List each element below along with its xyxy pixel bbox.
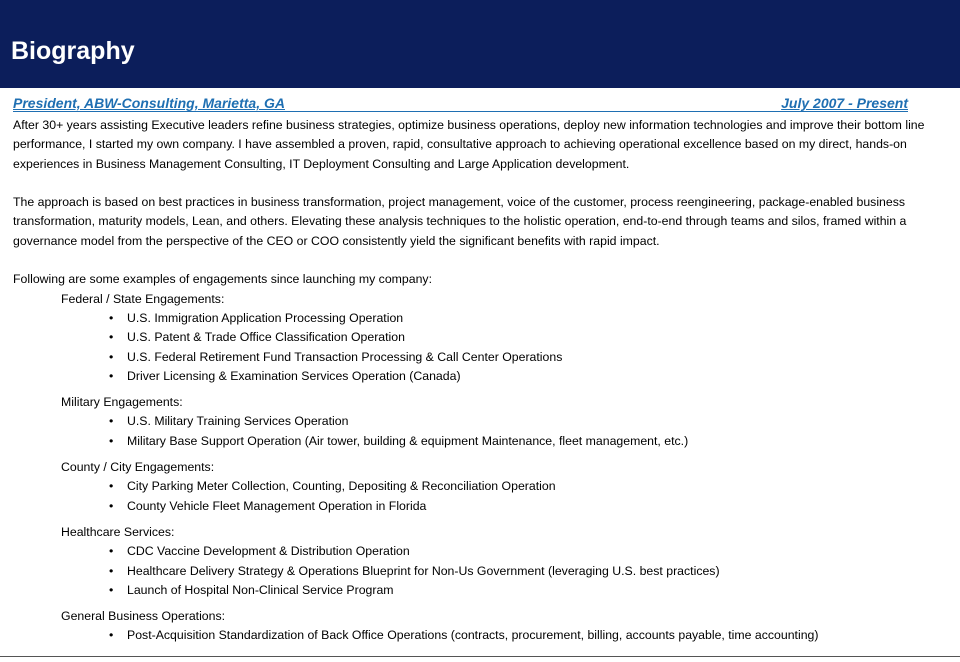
bullet-icon: • (109, 368, 114, 383)
list-item: • U.S. Federal Retirement Fund Transaction Processing & Call Center Operations (13, 348, 948, 367)
bullet-icon: • (109, 330, 114, 345)
bullet-icon: • (109, 310, 114, 325)
engagement-group-healthcare (13, 523, 948, 600)
engagement-group-county-city (13, 458, 948, 516)
bullet-icon: • (109, 563, 114, 578)
bullet-icon: • (109, 544, 114, 559)
bullet-icon: • (109, 498, 114, 513)
bullet-icon: • (109, 433, 114, 448)
group-title: Military Engagements: (61, 395, 183, 410)
bullet-list (13, 412, 948, 451)
list-item: • U.S. Patent & Trade Office Classification Operation (13, 328, 948, 347)
title-banner (0, 0, 960, 88)
bottom-divider (0, 656, 960, 657)
list-item: • City Parking Meter Collection, Counting, Depositing & Reconciliation Operation (13, 477, 948, 496)
list-item: • U.S. Military Training Services Operation (13, 412, 948, 431)
engagement-group-federal-state (13, 290, 948, 386)
group-title: Federal / State Engagements: (61, 291, 225, 306)
bullet-icon: • (109, 479, 114, 494)
list-item: • CDC Vaccine Development & Distribution Operation (13, 542, 948, 561)
bullet-icon: • (109, 414, 114, 429)
bullet-list (13, 626, 948, 645)
bullet-icon: • (109, 349, 114, 364)
group-title: County / City Engagements: (61, 460, 215, 475)
intro-paragraph: After 30+ years assisting Executive leaders refine business strategies, optimize business operations, deploy new information technologies and improve their bottom line performance, I started my own company. I have assembled a proven, rapid, consultative approach to achieving operational excellence based on my direct, hands-on experiences in Business Management Consulting, IT Deployment Consulting and Large Application development. (13, 118, 925, 171)
role-title: President, ABW-Consulting, Marietta, GA (13, 95, 285, 111)
role-dates: July 2007 - Present (781, 95, 908, 111)
engagement-group-general-business (13, 607, 948, 646)
examples-lead-in: Following are some examples of engagements since launching my company: (13, 272, 432, 287)
bullet-icon: • (109, 628, 114, 643)
role-header (13, 95, 908, 112)
group-title: General Business Operations: (61, 609, 226, 624)
page-title: Biography (11, 37, 135, 65)
bullet-list (13, 542, 948, 600)
list-item: • U.S. Immigration Application Processing Operation (13, 309, 948, 328)
list-item: • County Vehicle Fleet Management Operation in Florida (13, 497, 948, 516)
approach-paragraph: The approach is based on best practices in business transformation, project management, voice of the customer, process reengineering, package-enabled business transformation, maturity models, Lean, and others. Elevating these analysis techniques to the holistic operation, end-to-end through teams and silos, framed within a governance model from the perspective of the CEO or COO consistently yield the significant benefits with rapid impact. (13, 195, 907, 248)
group-title: Healthcare Services: (61, 524, 175, 539)
bullet-list (13, 309, 948, 386)
list-item: • Launch of Hospital Non-Clinical Service Program (13, 581, 948, 600)
list-item: • Driver Licensing & Examination Services Operation (Canada) (13, 367, 948, 386)
list-item: • Military Base Support Operation (Air tower, building & equipment Maintenance, fleet management, etc.) (13, 432, 948, 451)
list-item: • Post-Acquisition Standardization of Back Office Operations (contracts, procurement, billing, accounts payable, time accounting) (13, 626, 948, 645)
bullet-icon: • (109, 582, 114, 597)
biography-body (13, 116, 948, 646)
bullet-list (13, 477, 948, 516)
list-item: • Healthcare Delivery Strategy & Operations Blueprint for Non-Us Government (leveraging U.S. best practices) (13, 562, 948, 581)
engagement-group-military (13, 393, 948, 451)
